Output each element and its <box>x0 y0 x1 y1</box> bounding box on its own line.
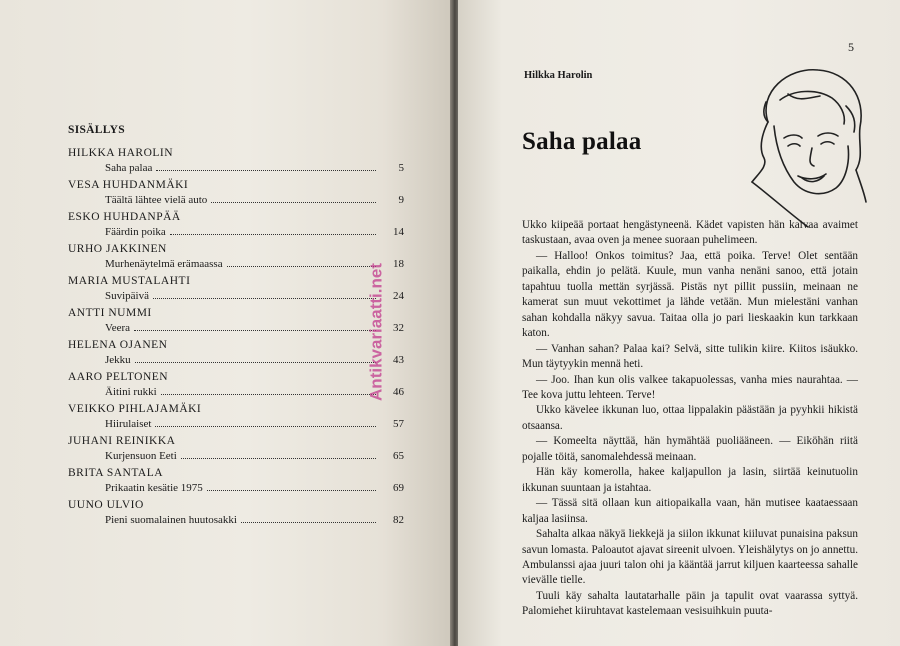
toc-page-number: 32 <box>393 322 404 334</box>
toc-author: JUHANI REINIKKA <box>68 435 176 447</box>
toc-story-title: Äitini rukki <box>105 386 157 398</box>
toc-author: MARIA MUSTALAHTI <box>68 275 191 287</box>
story-body <box>522 218 858 620</box>
toc-page-number: 82 <box>393 514 404 526</box>
toc-leader-dots <box>135 362 376 363</box>
toc-leader-dots <box>134 330 376 331</box>
story-title: Saha palaa <box>522 128 642 155</box>
toc-story-row <box>105 161 404 175</box>
toc-leader-dots <box>156 170 376 171</box>
toc-entry <box>68 274 404 303</box>
story-paragraph: Hän käy komerolla, hakee kaljapullon ja lasin, siirtää keinutuolin ikkunan suuntaan ja istahtaa. <box>522 466 858 494</box>
toc-leader-dots <box>161 394 376 395</box>
toc-page-number: 14 <box>393 226 404 238</box>
toc-author: VESA HUHDANMÄKI <box>68 179 189 191</box>
toc-entry <box>68 338 404 367</box>
toc-story-row <box>105 289 404 303</box>
toc-entry <box>68 178 404 207</box>
toc-entry <box>68 146 404 175</box>
toc-author: HILKKA HAROLIN <box>68 147 174 159</box>
toc-leader-dots <box>227 266 376 267</box>
toc-author: UUNO ULVIO <box>68 499 144 511</box>
toc-heading: SISÄLLYS <box>68 124 125 136</box>
toc-author: ANTTI NUMMI <box>68 307 152 319</box>
toc-story-row <box>105 225 404 239</box>
story-paragraph: — Tässä sitä ollaan kun aitiopaikalla vaan, hän mutisee kaataessaan kaljaa lasiinsa. <box>522 497 858 525</box>
toc-entry <box>68 210 404 239</box>
toc-story-title: Täältä lähtee vielä auto <box>105 194 208 206</box>
toc-leader-dots <box>241 522 376 523</box>
table-of-contents <box>68 124 404 530</box>
toc-story-row <box>105 513 404 527</box>
toc-story-title: Saha palaa <box>105 162 153 174</box>
story-paragraph: — Komeelta näyttää, hän hymähtää puoliääneen. — Eiköhän riitä pojalle töitä, sanomalehdessä meinaan. <box>522 435 858 463</box>
toc-page-number: 65 <box>393 450 404 462</box>
toc-story-title: Murhenäytelmä erämaassa <box>105 258 223 270</box>
toc-page-number: 57 <box>393 418 404 430</box>
toc-author: BRITA SANTALA <box>68 467 164 479</box>
story-paragraph: — Halloo! Onkos toimitus? Jaa, että poika. Terve! Olet sentään paikalla, ehdin jo pelätä. Kuule, mun vanha nenäni sanoo, että jotain tapahtuu tuolla mettän syrjässä. Pistäs nyt pillit pussiin, meinaan ne kamerat sun muut vekottimet ja lähde vetään. Mun mielestäni vanhan sahan kohdalla näkyy savua. Taitaa olla jo pari lieskaakin kun tarkkaan katon. <box>522 249 858 340</box>
toc-entry <box>68 242 404 271</box>
watermark-stamp <box>362 230 392 435</box>
toc-leader-dots <box>207 490 376 491</box>
story-paragraph: Ukko kävelee ikkunan luo, ottaa lippalakin päästään ja pyyhkii hikistä otsaansa. <box>522 404 858 432</box>
book-gutter <box>450 0 458 646</box>
watermark-text: Antikvariaatti.net <box>366 263 386 401</box>
author-portrait-drawing <box>728 62 868 232</box>
toc-story-title: Pieni suomalainen huutosakki <box>105 514 237 526</box>
toc-story-row <box>105 417 404 431</box>
story-author: Hilkka Harolin <box>524 70 593 81</box>
toc-page-number: 9 <box>398 194 404 206</box>
toc-page-number: 24 <box>393 290 404 302</box>
toc-author: VEIKKO PIHLAJAMÄKI <box>68 403 202 415</box>
toc-entry <box>68 370 404 399</box>
toc-author: ESKO HUHDANPÄÄ <box>68 211 181 223</box>
toc-story-row <box>105 257 404 271</box>
toc-list <box>68 146 404 527</box>
toc-entry <box>68 402 404 431</box>
right-page <box>458 0 900 646</box>
toc-story-title: Hiirulaiset <box>105 418 152 430</box>
story-paragraph: — Joo. Ihan kun olis valkee takapuolessas, vanha mies naurahtaa. — Tee kova juttu lehteen. Terve! <box>522 373 858 401</box>
toc-leader-dots <box>153 298 376 299</box>
toc-author: AARO PELTONEN <box>68 371 169 383</box>
toc-story-row <box>105 385 404 399</box>
toc-story-row <box>105 481 404 495</box>
toc-author: URHO JAKKINEN <box>68 243 167 255</box>
toc-entry <box>68 434 404 463</box>
toc-author: HELENA OJANEN <box>68 339 168 351</box>
toc-entry <box>68 498 404 527</box>
toc-story-row <box>105 353 404 367</box>
toc-page-number: 43 <box>393 354 404 366</box>
story-paragraph: Tuuli käy sahalta lautatarhalle päin ja tapulit ovat vaarassa syttyä. Palomiehet kiiruhtavat kastelemaan vesisuihkuin puuta- <box>522 589 858 618</box>
toc-page-number: 69 <box>393 482 404 494</box>
toc-leader-dots <box>211 202 376 203</box>
toc-story-row <box>105 193 404 207</box>
toc-story-title: Fäärdin poika <box>105 226 166 238</box>
toc-story-title: Kurjensuon Eeti <box>105 450 177 462</box>
toc-leader-dots <box>155 426 376 427</box>
toc-story-title: Suvipäivä <box>105 290 149 302</box>
toc-entry <box>68 306 404 335</box>
toc-leader-dots <box>181 458 376 459</box>
toc-story-title: Veera <box>105 322 131 334</box>
page-number: 5 <box>848 40 854 54</box>
toc-page-number: 5 <box>398 162 404 174</box>
toc-entry <box>68 466 404 495</box>
toc-leader-dots <box>170 234 376 235</box>
toc-story-row <box>105 321 404 335</box>
story-paragraph: Ukko kiipeää portaat hengästyneenä. Kädet vapisten hän kaivaa avaimet taskustaan, avaa oven ja menee suoraan puhelimeen. <box>522 219 858 247</box>
toc-story-title: Jekku <box>105 354 131 366</box>
toc-story-row <box>105 449 404 463</box>
toc-page-number: 18 <box>393 258 404 270</box>
story-paragraph: Sahalta alkaa näkyä liekkejä ja siilon ikkunat kiiluvat punaisina paksun savun lomasta. Paloautot ajavat sireenit ulvoen. Yleishälytys on jo annettu. Ambulanssi ajaa juuri talon ohi ja kääntää jarrut kiljuen kaarteessa sahalle vievälle tielle. <box>522 528 858 587</box>
toc-page-number: 46 <box>393 386 404 398</box>
story-paragraph: — Vanhan sahan? Palaa kai? Selvä, sitte tulikin kiire. Kiitos isäukko. Mun täytyykin mennä heti. <box>522 342 858 371</box>
toc-story-title: Prikaatin kesätie 1975 <box>105 482 203 494</box>
